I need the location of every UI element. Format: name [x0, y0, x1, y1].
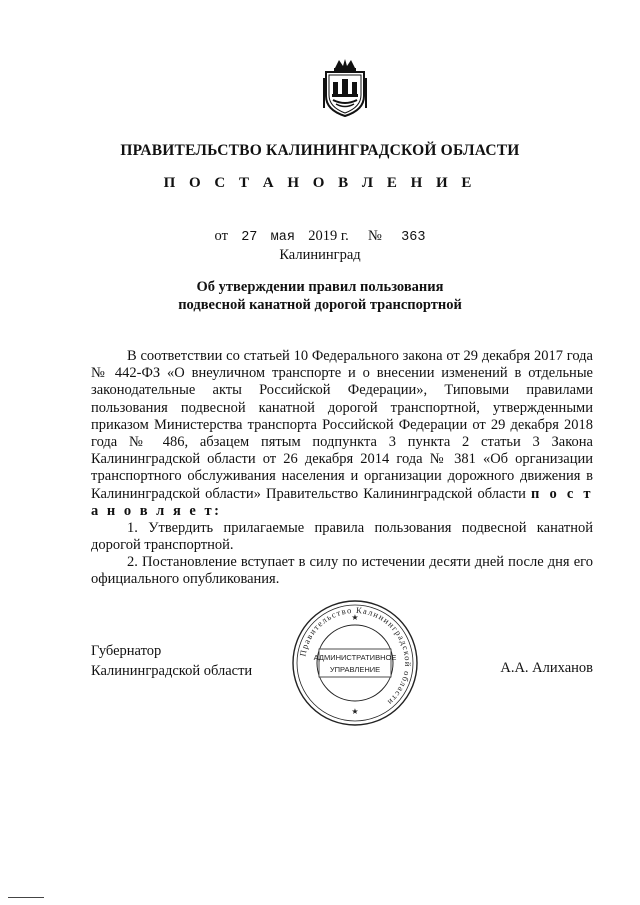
date-prefix: от: [214, 228, 228, 244]
stamp-star-icon: ★: [351, 707, 359, 716]
coat-of-arms-emblem: [321, 58, 369, 120]
signatory-title: [91, 641, 252, 681]
city: Калининград: [279, 247, 361, 263]
date-year: 2019 г.: [308, 228, 349, 244]
stamp-center-line-1: АДМИНИСТРАТИВНОЕ: [313, 653, 397, 662]
stamp-ring-text: Правительство Калининградской области: [297, 604, 414, 709]
signatory-name: А.А. Алиханов: [500, 660, 593, 676]
footer-line: [8, 897, 44, 898]
date-day: 27: [241, 230, 258, 245]
document-subject: [0, 278, 640, 314]
preamble-text: В соответствии со статьей 10 Федерального закона от 29 декабря 2017 года № 442-ФЗ «О внеуличном транспорте и о внесении изменений в отдельные законодательные акты Российской Федерации», Типовыми правилами пользования подвесной канатной дорогой транспортной, утвержденными приказом Министерства транспорта Российской Федерации от 29 декабря 2018 года № 486, абзацем пятым подпункта 3 пункта 2 статьи 3 Закона Калининградской области от 26 декабря 2014 года № 381 «Об организации транспортного обслуживания населения и организации дорожного движения в Калининградской области» Правительство Калининградской области: [91, 348, 593, 502]
date-line: [0, 228, 640, 245]
resolves-word: п о с т а н о в л я е т:: [91, 485, 593, 519]
number-sign: №: [368, 228, 382, 244]
signatory-title-line-1: Губернатор: [91, 643, 162, 659]
stamp-center-line-2: УПРАВЛЕНИЕ: [329, 665, 381, 674]
subject-line-2: подвесной канатной дорогой транспортной: [178, 297, 462, 313]
document-number: 363: [401, 230, 426, 245]
official-stamp: [290, 598, 420, 728]
government-name: ПРАВИТЕЛЬСТВО КАЛИНИНГРАДСКОЙ ОБЛАСТИ: [120, 142, 520, 159]
document-type: П О С Т А Н О В Л Е Н И Е: [163, 175, 477, 191]
clause-1: 1. Утвердить прилагаемые правила пользования подвесной канатной дорогой транспортной.: [91, 520, 593, 554]
date-month: мая: [270, 230, 295, 245]
clause-2: 2. Постановление вступает в силу по истечении десяти дней после дня его официального опубликования.: [91, 554, 593, 588]
preamble-paragraph: [91, 348, 593, 520]
subject-line-1: Об утверждении правил пользования: [196, 279, 444, 295]
signatory-title-line-2: Калининградской области: [91, 663, 253, 679]
stamp-star-icon: ★: [351, 613, 359, 622]
